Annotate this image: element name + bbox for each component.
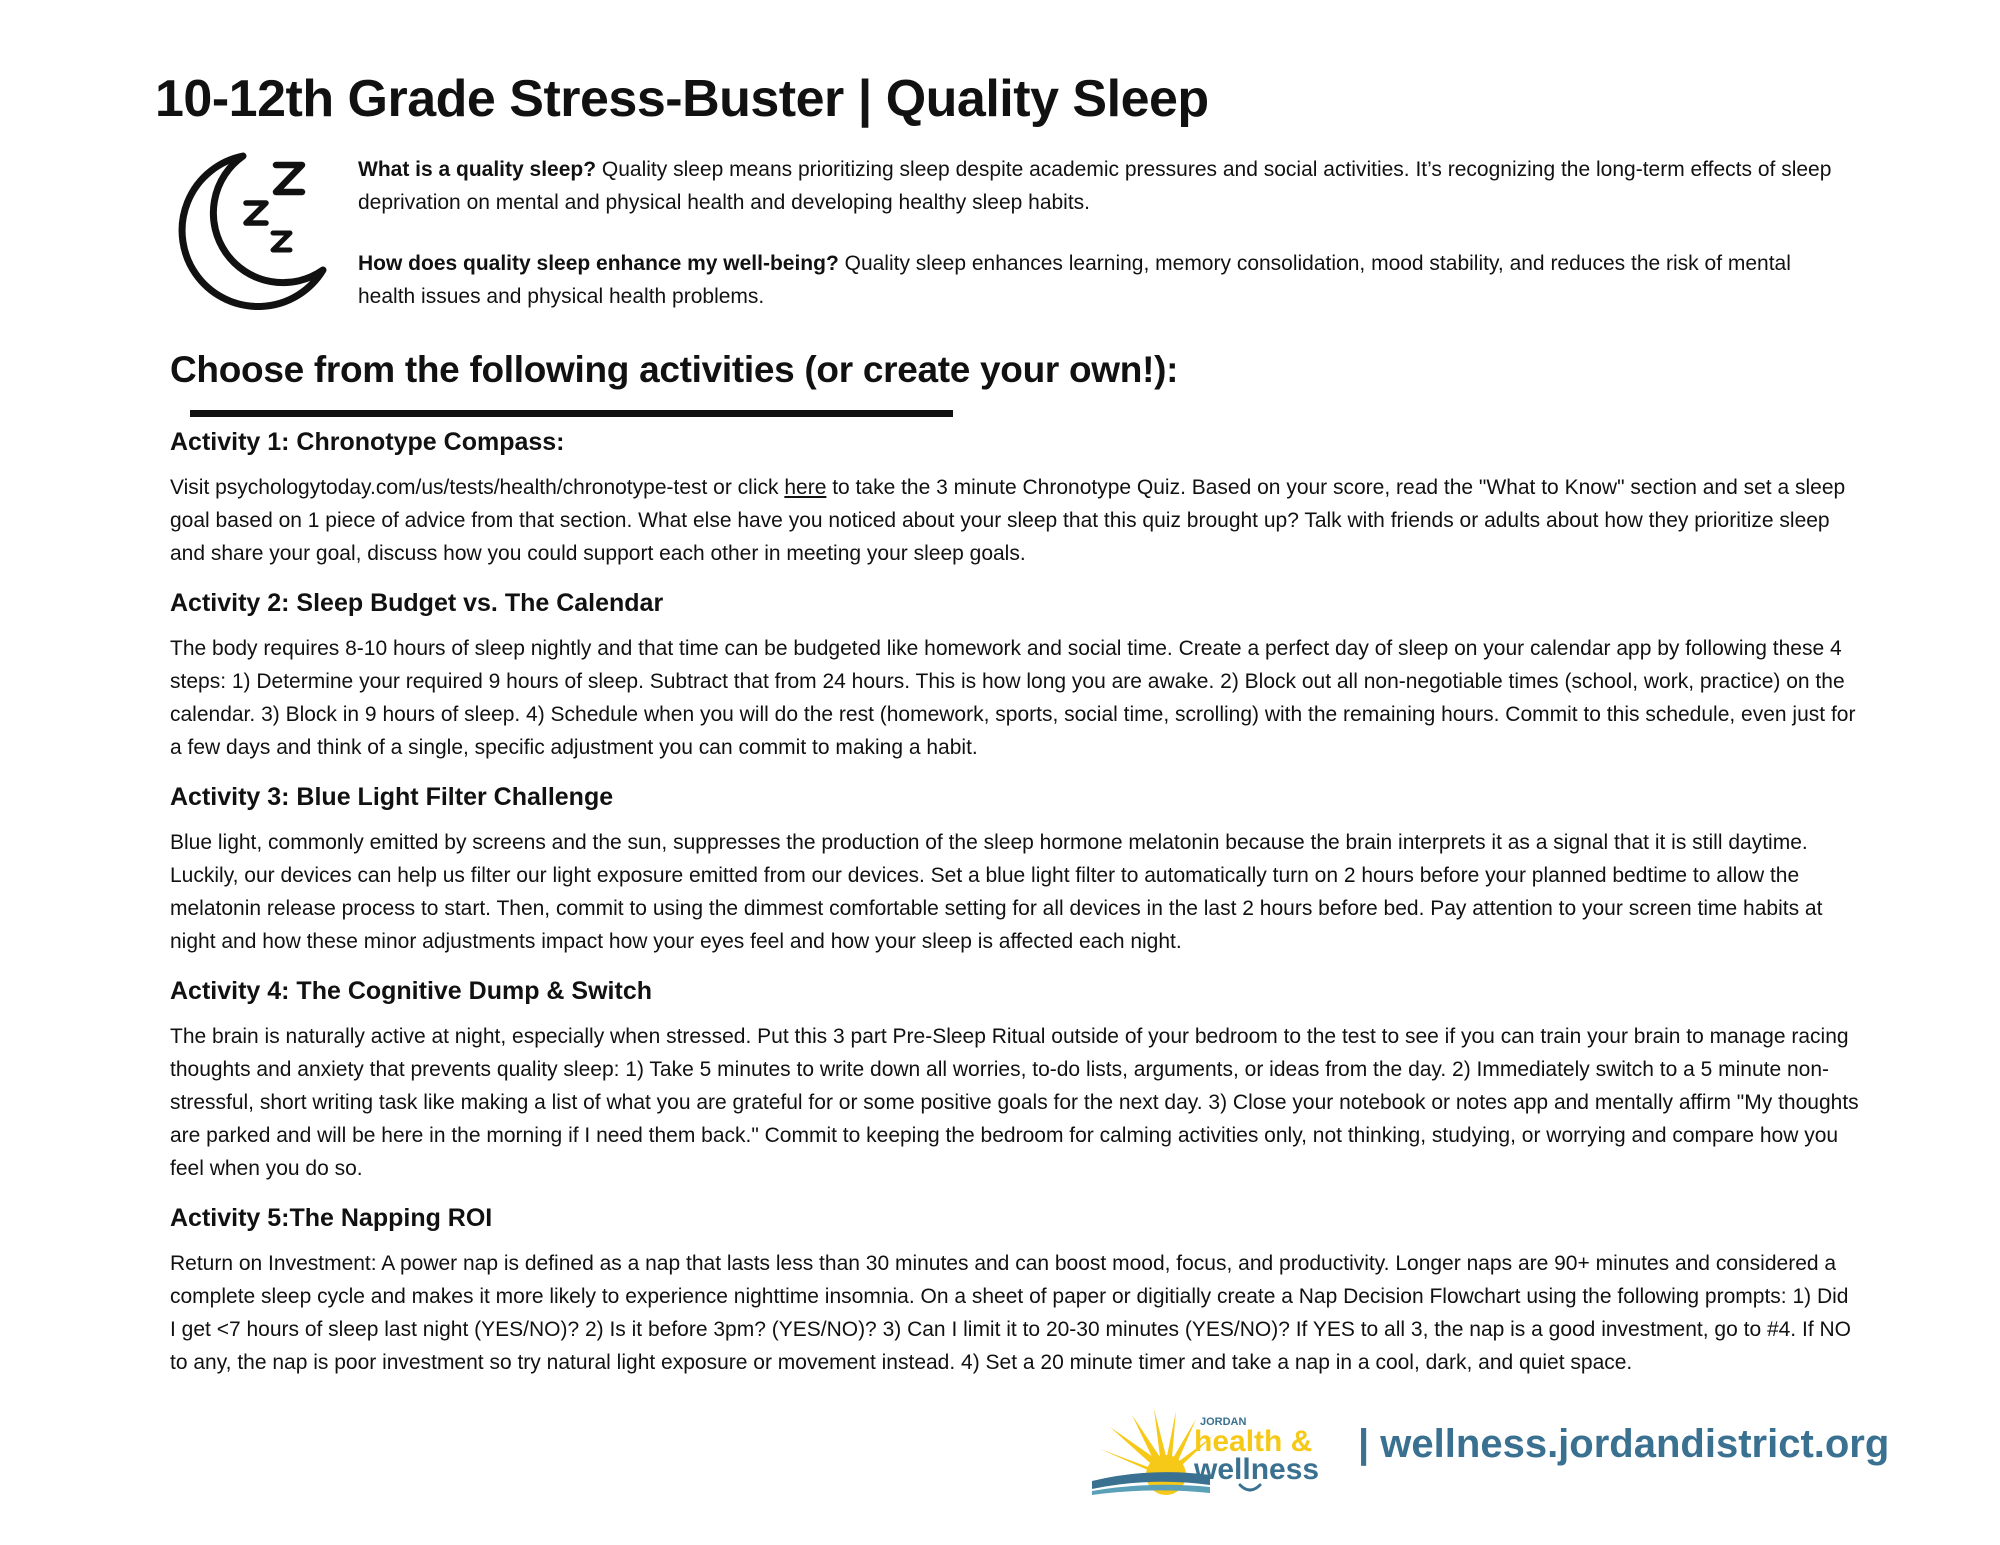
activity-title: Activity 2: Sleep Budget vs. The Calendar: [170, 589, 664, 617]
activity-title: Activity 3: Blue Light Filter Challenge: [170, 783, 614, 811]
activity-description: Blue light, commonly emitted by screens and the sun, suppresses the production of the sleep hormone melatonin because the brain interprets it as a signal that it is still daytime. Luckily, our devices can help us filter our light exposure emitted from our devices. Set a blue light filter to automatically turn on 2 hours before your planned bedtime to allow the melatonin release process to start. Then, commit to using the dimmest comfortable setting for all devices in the last 2 hours before bed. Pay attention to your screen time habits at night and how these minor adjustments impact how your eyes feel and how your sleep is affected each night.: [170, 831, 1823, 953]
activity-list: [170, 425, 1860, 1395]
activity-text: to take the 3 minute Chronotype Quiz. Based on your score, read the "What to Know" section and set a sleep goal based on 1 piece of advice from that section. What else have you noticed about your sleep that this quiz brought up? Talk with friends or adults about how they prioritize sleep and share your goal, discuss how you could support each other in meeting your sleep goals.: [170, 476, 1846, 565]
activity-description: Return on Investment: A power nap is defined as a nap that lasts less than 30 minutes and can boost mood, focus, and productivity. Longer naps are 90+ minutes and considered a complete sleep cycle and makes it more likely to experience nighttime insomnia. On a sheet of paper or digitially create a Nap Decision Flowchart using the following prompts: 1) Did I get <7 hours of sleep last night (YES/NO)? 2) Is it before 3pm? (YES/NO)? 3) Can I limit it to 20-30 minutes (YES/NO)? If YES to all 3, the nap is a good investment, go to #4. If NO to any, the nap is poor investment so try natural light exposure or movement instead. 4) Set a 20 minute timer and take a nap in a cool, dark, and quiet space.: [170, 1252, 1851, 1374]
activity-1: [170, 425, 1860, 570]
logo-line1-text: health &: [1194, 1425, 1313, 1458]
choose-heading: Choose from the following activities (or create your own!):: [170, 349, 1179, 390]
intro-text: Quality sleep means prioritizing sleep despite academic pressures and social activities. It’s recognizing the long-term effects of sleep deprivation on mental and physical health and developing healthy sleep habits.: [358, 158, 1832, 214]
activity-text: Visit psychologytoday.com/us/tests/health/chronotype-test or click: [170, 476, 785, 499]
activity-4: [170, 974, 1860, 1185]
divider: [190, 410, 953, 417]
logo-line2-text: wellness: [1194, 1453, 1320, 1486]
activity-description: The brain is naturally active at night, especially when stressed. Put this 3 part Pre-Sleep Ritual outside of your bedroom to the test to see if you can train your brain to manage racing thoughts and anxiety that prevents quality sleep: 1) Take 5 minutes to write down all worries, to-do lists, arguments, or ideas from the day. 2) Immediately switch to a 5 minute non-stressful, short writing task like making a list of what you are grateful for or some positive goals for the next day. 3) Close your notebook or notes app and mentally affirm "My thoughts are parked and will be here in the morning if I need them back." Commit to keeping the bedroom for calming activities only, not thinking, studying, or worrying and compare how you feel when you do so.: [170, 1025, 1859, 1180]
intro-label: How does quality sleep enhance my well-being?: [358, 252, 839, 275]
jordan-health-wellness-logo: [1090, 1405, 1345, 1495]
intro-text: Quality sleep enhances learning, memory consolidation, mood stability, and reduces the risk of mental health issues and physical health problems.: [358, 252, 1791, 308]
moon-zzz-icon: [168, 150, 333, 315]
activity-title: Activity 5:The Napping ROI: [170, 1204, 493, 1232]
activity-3: [170, 780, 1860, 958]
activity-title: Activity 4: The Cognitive Dump & Switch: [170, 977, 652, 1005]
logo-small-text: JORDAN: [1200, 1416, 1247, 1428]
activity-title: Activity 1: Chronotype Compass:: [170, 428, 565, 456]
intro-how-enhance: [358, 247, 1848, 313]
chronotype-quiz-link[interactable]: here: [784, 476, 827, 499]
intro-label: What is a quality sleep?: [358, 158, 597, 181]
intro-section: [358, 153, 1848, 341]
activity-2: [170, 586, 1860, 764]
activity-description: [170, 471, 1860, 570]
page-title: 10-12th Grade Stress-Buster | Quality Sleep: [155, 70, 1209, 128]
intro-what-is: [358, 153, 1848, 219]
activity-description: The body requires 8-10 hours of sleep nightly and that time can be budgeted like homework and social time. Create a perfect day of sleep on your calendar app by following these 4 steps: 1) Determine your required 9 hours of sleep. Subtract that from 24 hours. This is how long you are awake. 2) Block out all non-negotiable times (school, work, practice) on the calendar. 3) Block in 9 hours of sleep. 4) Schedule when you will do the rest (homework, sports, social time, scrolling) with the remaining hours. Commit to this schedule, even just for a few days and think of a single, specific adjustment you can commit to making a habit.: [170, 637, 1856, 759]
footer-website-url[interactable]: | wellness.jordandistrict.org: [1358, 1422, 1890, 1466]
activity-5: [170, 1201, 1860, 1379]
